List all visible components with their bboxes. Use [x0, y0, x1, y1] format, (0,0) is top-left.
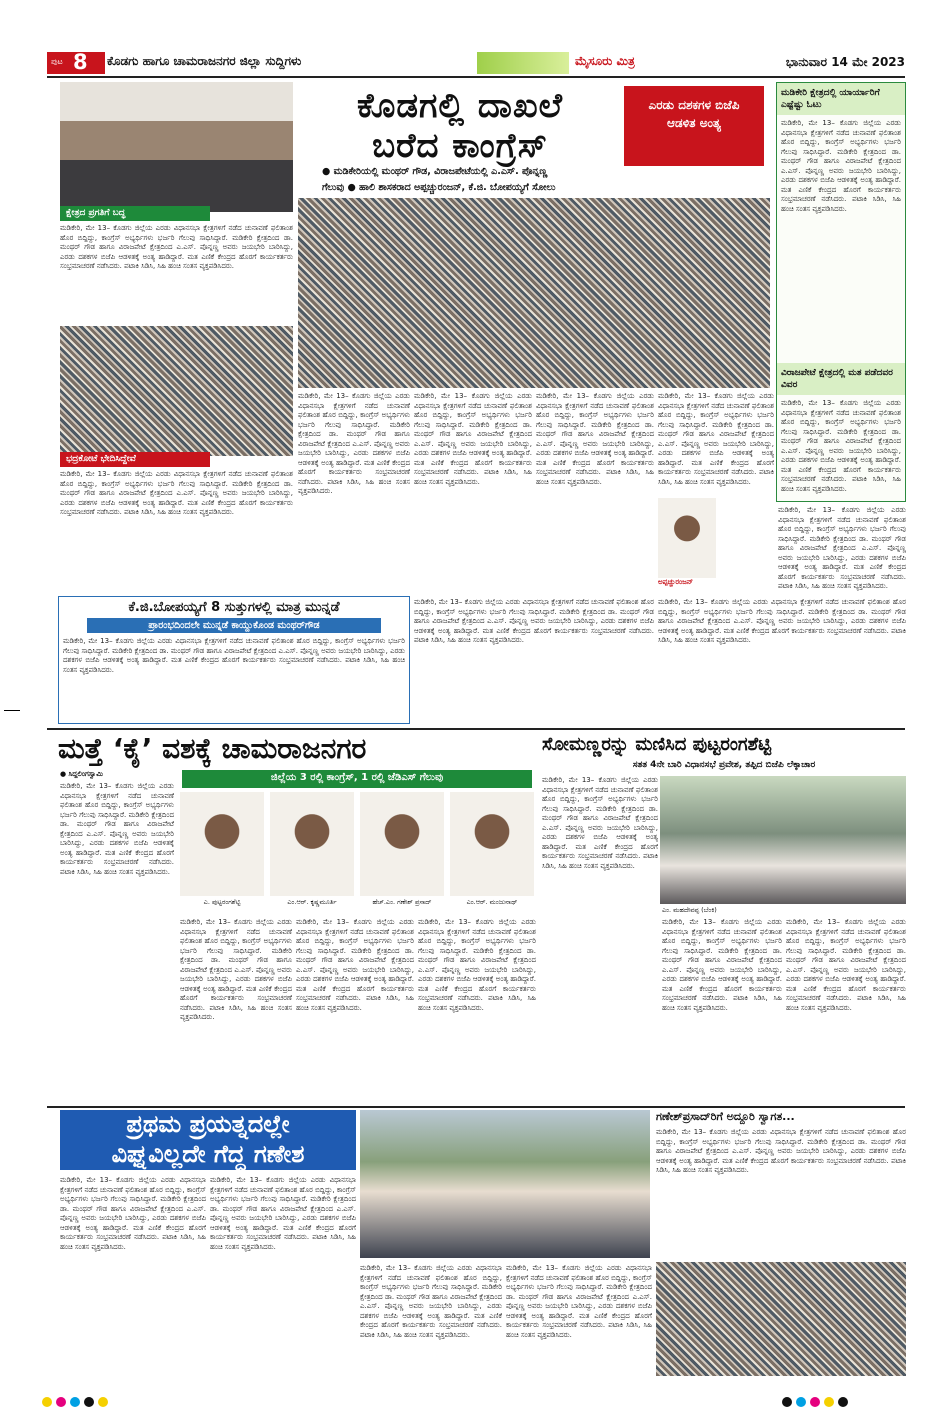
somanna-photo	[660, 776, 906, 904]
section-band	[477, 52, 569, 74]
somanna-text-3: ಮಡಿಕೇರಿ, ಮೇ 13– ಕೊಡಗು ಜಿಲ್ಲೆಯ ಎರಡು ವಿಧಾನಸಭಾ ಕ್ಷೇತ್ರಗಳಿಗೆ ನಡೆದ ಚುನಾವಣೆ ಫಲಿತಾಂಶ ಹೊರ ಬಿದ್ದಿದ್ದು, ಕಾಂಗ್ರೆಸ್ ಅಭ್ಯರ್ಥಿಗಳು ಭರ್ಜರಿ ಗೆಲುವು ಸಾಧಿಸಿದ್ದಾರೆ. ಮಡಿಕೇರಿ ಕ್ಷೇತ್ರದಿಂದ ಡಾ. ಮಂಥರ್ ಗೌಡ ಹಾಗೂ ವಿರಾಜಪೇಟೆ ಕ್ಷೇತ್ರದಿಂದ ಎ.ಎಸ್. ಪೊನ್ನಣ್ಣ ಅವರು ಜಯಭೇರಿ ಬಾರಿಸಿದ್ದು, ಎರಡು ದಶಕಗಳ ಬಿಜೆಪಿ ಆಡಳಿತಕ್ಕೆ ಅಂತ್ಯ ಹಾಡಿದ್ದಾರೆ. ಮತ ಎಣಿಕೆ ಕೇಂದ್ರದ ಹೊರಗೆ ಕಾರ್ಯಕರ್ತರು ಸಂಭ್ರಮಾಚರಣೆ ನಡೆಸಿದರು. ಪಟಾಕಿ ಸಿಡಿಸಿ, ಸಿಹಿ ಹಂಚಿ ಸಂತಸ ವ್ಯಕ್ತಪಡಿಸಿದರು.	[786, 918, 906, 1012]
portrait-name-4: ಎಂ.ಆರ್. ಮಂಜುನಾಥ್	[466, 898, 518, 906]
portrait-3	[360, 792, 444, 896]
lead-article-col-1: ಮಡಿಕೇರಿ, ಮೇ 13– ಕೊಡಗು ಜಿಲ್ಲೆಯ ಎರಡು ವಿಧಾನಸಭಾ ಕ್ಷೇತ್ರಗಳಿಗೆ ನಡೆದ ಚುನಾವಣೆ ಫಲಿತಾಂಶ ಹೊರ ಬಿದ್ದಿದ್ದು, ಕಾಂಗ್ರೆಸ್ ಅಭ್ಯರ್ಥಿಗಳು ಭರ್ಜರಿ ಗೆಲುವು ಸಾಧಿಸಿದ್ದಾರೆ. ಮಡಿಕೇರಿ ಕ್ಷೇತ್ರದಿಂದ ಡಾ. ಮಂಥರ್ ಗೌಡ ಹಾಗೂ ವಿರಾಜಪೇಟೆ ಕ್ಷೇತ್ರದಿಂದ ಎ.ಎಸ್. ಪೊನ್ನಣ್ಣ ಅವರು ಜಯಭೇರಿ ಬಾರಿಸಿದ್ದು, ಎರಡು ದಶಕಗಳ ಬಿಜೆಪಿ ಆಡಳಿತಕ್ಕೆ ಅಂತ್ಯ ಹಾಡಿದ್ದಾರೆ. ಮತ ಎಣಿಕೆ ಕೇಂದ್ರದ ಹೊರಗೆ ಕಾರ್ಯಕರ್ತರು ಸಂಭ್ರಮಾಚರಣೆ ನಡೆಸಿದರು. ಪಟಾಕಿ ಸಿಡಿಸಿ, ಸಿಹಿ ಹಂಚಿ ಸಂತಸ ವ್ಯಕ್ತಪಡಿಸಿದರು.	[298, 392, 410, 495]
paper-name: ಮೈಸೂರು ಮಿತ್ರ	[575, 54, 635, 68]
portrait-name-1: ಎ. ಪುಟ್ಟರಂಗಶೆಟ್ಟಿ	[203, 898, 241, 906]
lead-deck-1: ● ಮಡಿಕೇರಿಯಲ್ಲಿ ಮಂಥರ್ ಗೌಡ, ವಿರಾಜಪೇಟೆಯಲ್ಲಿ ಎ.ಎಸ್. ಪೊನ್ನಣ್ಣ	[322, 166, 548, 177]
chamarajanagar-text-left: ಮಡಿಕೇರಿ, ಮೇ 13– ಕೊಡಗು ಜಿಲ್ಲೆಯ ಎರಡು ವಿಧಾನಸಭಾ ಕ್ಷೇತ್ರಗಳಿಗೆ ನಡೆದ ಚುನಾವಣೆ ಫಲಿತಾಂಶ ಹೊರ ಬಿದ್ದಿದ್ದು, ಕಾಂಗ್ರೆಸ್ ಅಭ್ಯರ್ಥಿಗಳು ಭರ್ಜರಿ ಗೆಲುವು ಸಾಧಿಸಿದ್ದಾರೆ. ಮಡಿಕೇರಿ ಕ್ಷೇತ್ರದಿಂದ ಡಾ. ಮಂಥರ್ ಗೌಡ ಹಾಗೂ ವಿರಾಜಪೇಟೆ ಕ್ಷೇತ್ರದಿಂದ ಎ.ಎಸ್. ಪೊನ್ನಣ್ಣ ಅವರು ಜಯಭೇರಿ ಬಾರಿಸಿದ್ದು, ಎರಡು ದಶಕಗಳ ಬಿಜೆಪಿ ಆಡಳಿತಕ್ಕೆ ಅಂತ್ಯ ಹಾಡಿದ್ದಾರೆ. ಮತ ಎಣಿಕೆ ಕೇಂದ್ರದ ಹೊರಗೆ ಕಾರ್ಯಕರ್ತರು ಸಂಭ್ರಮಾಚರಣೆ ನಡೆಸಿದರು. ಪಟಾಕಿ ಸಿಡಿಸಿ, ಸಿಹಿ ಹಂಚಿ ಸಂತಸ ವ್ಯಕ್ತಪಡಿಸಿದರು.	[60, 782, 174, 876]
mla-portraits	[180, 792, 538, 912]
divider-1	[47, 728, 905, 730]
lead-deck-2: ಗೆಲುವು ● ಹಾಲಿ ಶಾಸಕರಾದ ಅಪ್ಪಚ್ಚುರಂಜನ್, ಕೆ.ಜಿ. ಬೋಪಯ್ಯಗೆ ಸೋಲು	[322, 182, 556, 193]
ganesh-side-title: ಗಣೇಶ್‌ಪ್ರಸಾದ್‌ರಿಗೆ ಅದ್ದೂರಿ ಸ್ವಾಗತ...	[656, 1110, 795, 1123]
registration-marks-left	[40, 1392, 160, 1406]
somanna-subhead: ಸತತ 4ನೇ ಬಾರಿ ವಿಧಾನಸಭೆ ಪ್ರವೇಶ, ತಪ್ಪಿದ ಬಿಜೆಪಿ ಲೆಕ್ಕಾಚಾರ	[632, 760, 816, 770]
red-box	[624, 86, 764, 166]
ganesh-headline-2: ವಿಘ್ನವಿಲ್ಲದೇ ಗೆದ್ದ ಗಣೇಶ	[60, 1140, 356, 1170]
victory-photo-2	[60, 326, 293, 456]
article-text-left-2: ಮಡಿಕೇರಿ, ಮೇ 13– ಕೊಡಗು ಜಿಲ್ಲೆಯ ಎರಡು ವಿಧಾನಸಭಾ ಕ್ಷೇತ್ರಗಳಿಗೆ ನಡೆದ ಚುನಾವಣೆ ಫಲಿತಾಂಶ ಹೊರ ಬಿದ್ದಿದ್ದು, ಕಾಂಗ್ರೆಸ್ ಅಭ್ಯರ್ಥಿಗಳು ಭರ್ಜರಿ ಗೆಲುವು ಸಾಧಿಸಿದ್ದಾರೆ. ಮಡಿಕೇರಿ ಕ್ಷೇತ್ರದಿಂದ ಡಾ. ಮಂಥರ್ ಗೌಡ ಹಾಗೂ ವಿರಾಜಪೇಟೆ ಕ್ಷೇತ್ರದಿಂದ ಎ.ಎಸ್. ಪೊನ್ನಣ್ಣ ಅವರು ಜಯಭೇರಿ ಬಾರಿಸಿದ್ದು, ಎರಡು ದಶಕಗಳ ಬಿಜೆಪಿ ಆಡಳಿತಕ್ಕೆ ಅಂತ್ಯ ಹಾಡಿದ್ದಾರೆ. ಮತ ಎಣಿಕೆ ಕೇಂದ್ರದ ಹೊರಗೆ ಕಾರ್ಯಕರ್ತರು ಸಂಭ್ರಮಾಚರಣೆ ನಡೆಸಿದರು. ಪಟಾಕಿ ಸಿಡಿಸಿ, ಸಿಹಿ ಹಂಚಿ ಸಂತಸ ವ್ಯಕ್ತಪಡಿಸಿದರು.	[60, 470, 293, 516]
chamarajanagar-col-2: ಮಡಿಕೇರಿ, ಮೇ 13– ಕೊಡಗು ಜಿಲ್ಲೆಯ ಎರಡು ವಿಧಾನಸಭಾ ಕ್ಷೇತ್ರಗಳಿಗೆ ನಡೆದ ಚುನಾವಣೆ ಫಲಿತಾಂಶ ಹೊರ ಬಿದ್ದಿದ್ದು, ಕಾಂಗ್ರೆಸ್ ಅಭ್ಯರ್ಥಿಗಳು ಭರ್ಜರಿ ಗೆಲುವು ಸಾಧಿಸಿದ್ದಾರೆ. ಮಡಿಕೇರಿ ಕ್ಷೇತ್ರದಿಂದ ಡಾ. ಮಂಥರ್ ಗೌಡ ಹಾಗೂ ವಿರಾಜಪೇಟೆ ಕ್ಷೇತ್ರದಿಂದ ಎ.ಎಸ್. ಪೊನ್ನಣ್ಣ ಅವರು ಜಯಭೇರಿ ಬಾರಿಸಿದ್ದು, ಎರಡು ದಶಕಗಳ ಬಿಜೆಪಿ ಆಡಳಿತಕ್ಕೆ ಅಂತ್ಯ ಹಾಡಿದ್ದಾರೆ. ಮತ ಎಣಿಕೆ ಕೇಂದ್ರದ ಹೊರಗೆ ಕಾರ್ಯಕರ್ತರು ಸಂಭ್ರಮಾಚರಣೆ ನಡೆಸಿದರು. ಪಟಾಕಿ ಸಿಡಿಸಿ, ಸಿಹಿ ಹಂಚಿ ಸಂತಸ ವ್ಯಕ್ತಪಡಿಸಿದರು.	[180, 918, 292, 1021]
page-number-box	[47, 52, 105, 74]
chamarajanagar-col-3: ಮಡಿಕೇರಿ, ಮೇ 13– ಕೊಡಗು ಜಿಲ್ಲೆಯ ಎರಡು ವಿಧಾನಸಭಾ ಕ್ಷೇತ್ರಗಳಿಗೆ ನಡೆದ ಚುನಾವಣೆ ಫಲಿತಾಂಶ ಹೊರ ಬಿದ್ದಿದ್ದು, ಕಾಂಗ್ರೆಸ್ ಅಭ್ಯರ್ಥಿಗಳು ಭರ್ಜರಿ ಗೆಲುವು ಸಾಧಿಸಿದ್ದಾರೆ. ಮಡಿಕೇರಿ ಕ್ಷೇತ್ರದಿಂದ ಡಾ. ಮಂಥರ್ ಗೌಡ ಹಾಗೂ ವಿರಾಜಪೇಟೆ ಕ್ಷೇತ್ರದಿಂದ ಎ.ಎಸ್. ಪೊನ್ನಣ್ಣ ಅವರು ಜಯಭೇರಿ ಬಾರಿಸಿದ್ದು, ಎರಡು ದಶಕಗಳ ಬಿಜೆಪಿ ಆಡಳಿತಕ್ಕೆ ಅಂತ್ಯ ಹಾಡಿದ್ದಾರೆ. ಮತ ಎಣಿಕೆ ಕೇಂದ್ರದ ಹೊರಗೆ ಕಾರ್ಯಕರ್ತರು ಸಂಭ್ರಮಾಚರಣೆ ನಡೆಸಿದರು. ಪಟಾಕಿ ಸಿಡಿಸಿ, ಸಿಹಿ ಹಂಚಿ ಸಂತಸ ವ್ಯಕ್ತಪಡಿಸಿದರು.	[296, 918, 414, 1012]
masthead-rule	[47, 76, 905, 78]
lead-article-col-2: ಮಡಿಕೇರಿ, ಮೇ 13– ಕೊಡಗು ಜಿಲ್ಲೆಯ ಎರಡು ವಿಧಾನಸಭಾ ಕ್ಷೇತ್ರಗಳಿಗೆ ನಡೆದ ಚುನಾವಣೆ ಫಲಿತಾಂಶ ಹೊರ ಬಿದ್ದಿದ್ದು, ಕಾಂಗ್ರೆಸ್ ಅಭ್ಯರ್ಥಿಗಳು ಭರ್ಜರಿ ಗೆಲುವು ಸಾಧಿಸಿದ್ದಾರೆ. ಮಡಿಕೇರಿ ಕ್ಷೇತ್ರದಿಂದ ಡಾ. ಮಂಥರ್ ಗೌಡ ಹಾಗೂ ವಿರಾಜಪೇಟೆ ಕ್ಷೇತ್ರದಿಂದ ಎ.ಎಸ್. ಪೊನ್ನಣ್ಣ ಅವರು ಜಯಭೇರಿ ಬಾರಿಸಿದ್ದು, ಎರಡು ದಶಕಗಳ ಬಿಜೆಪಿ ಆಡಳಿತಕ್ಕೆ ಅಂತ್ಯ ಹಾಡಿದ್ದಾರೆ. ಮತ ಎಣಿಕೆ ಕೇಂದ್ರದ ಹೊರಗೆ ಕಾರ್ಯಕರ್ತರು ಸಂಭ್ರಮಾಚರಣೆ ನಡೆಸಿದರು. ಪಟಾಕಿ ಸಿಡಿಸಿ, ಸಿಹಿ ಹಂಚಿ ಸಂತಸ ವ್ಯಕ್ತಪಡಿಸಿದರು.	[414, 392, 532, 486]
registration-marks-right	[780, 1392, 900, 1406]
bopayya-box	[58, 596, 410, 724]
lead-crowd-photo	[298, 198, 770, 388]
bopayya-title: ಕೆ.ಜಿ.ಬೋಪಯ್ಯಗೆ 8 ಸುತ್ತುಗಳಲ್ಲಿ ಮಾತ್ರ ಮುನ್ನಡೆ	[128, 600, 340, 615]
ganesh-text-3: ಮಡಿಕೇರಿ, ಮೇ 13– ಕೊಡಗು ಜಿಲ್ಲೆಯ ಎರಡು ವಿಧಾನಸಭಾ ಕ್ಷೇತ್ರಗಳಿಗೆ ನಡೆದ ಚುನಾವಣೆ ಫಲಿತಾಂಶ ಹೊರ ಬಿದ್ದಿದ್ದು, ಕಾಂಗ್ರೆಸ್ ಅಭ್ಯರ್ಥಿಗಳು ಭರ್ಜರಿ ಗೆಲುವು ಸಾಧಿಸಿದ್ದಾರೆ. ಮಡಿಕೇರಿ ಕ್ಷೇತ್ರದಿಂದ ಡಾ. ಮಂಥರ್ ಗೌಡ ಹಾಗೂ ವಿರಾಜಪೇಟೆ ಕ್ಷೇತ್ರದಿಂದ ಎ.ಎಸ್. ಪೊನ್ನಣ್ಣ ಅವರು ಜಯಭೇರಿ ಬಾರಿಸಿದ್ದು, ಎರಡು ದಶಕಗಳ ಬಿಜೆಪಿ ಆಡಳಿತಕ್ಕೆ ಅಂತ್ಯ ಹಾಡಿದ್ದಾರೆ. ಮತ ಎಣಿಕೆ ಕೇಂದ್ರದ ಹೊರಗೆ ಕಾರ್ಯಕರ್ತರು ಸಂಭ್ರಮಾಚರಣೆ ನಡೆಸಿದರು. ಪಟಾಕಿ ಸಿಡಿಸಿ, ಸಿಹಿ ಹಂಚಿ ಸಂತಸ ವ್ಯಕ್ತಪಡಿಸಿದರು.	[360, 1264, 502, 1339]
somanna-headline: ಸೋಮಣ್ಣರನ್ನು ಮಣಿಸಿದ ಪುಟ್ಟರಂಗಶೆಟ್ಟಿ	[542, 734, 772, 755]
page-label: ಪುಟ	[51, 57, 63, 66]
ganesh-crowd-photo	[656, 1262, 906, 1376]
portrait-name-2: ಎಂ.ಆರ್. ಕೃಷ್ಣಮೂರ್ತಿ	[287, 898, 337, 906]
red-box-text: ಎರಡು ದಶಕಗಳ ಬಿಜೆಪಿ ಆಡಳಿತ ಅಂತ್ಯ	[648, 98, 740, 130]
chamarajanagar-subhead: ಜಿಲ್ಲೆಯ 3 ರಲ್ಲಿ ಕಾಂಗ್ರೆಸ್, 1 ರಲ್ಲಿ ಜೆಡಿಎಸ್ ಗೆಲುವು	[182, 770, 532, 788]
ganesh-text-2: ಮಡಿಕೇರಿ, ಮೇ 13– ಕೊಡಗು ಜಿಲ್ಲೆಯ ಎರಡು ವಿಧಾನಸಭಾ ಕ್ಷೇತ್ರಗಳಿಗೆ ನಡೆದ ಚುನಾವಣೆ ಫಲಿತಾಂಶ ಹೊರ ಬಿದ್ದಿದ್ದು, ಕಾಂಗ್ರೆಸ್ ಅಭ್ಯರ್ಥಿಗಳು ಭರ್ಜರಿ ಗೆಲುವು ಸಾಧಿಸಿದ್ದಾರೆ. ಮಡಿಕೇರಿ ಕ್ಷೇತ್ರದಿಂದ ಡಾ. ಮಂಥರ್ ಗೌಡ ಹಾಗೂ ವಿರಾಜಪೇಟೆ ಕ್ಷೇತ್ರದಿಂದ ಎ.ಎಸ್. ಪೊನ್ನಣ್ಣ ಅವರು ಜಯಭೇರಿ ಬಾರಿಸಿದ್ದು, ಎರಡು ದಶಕಗಳ ಬಿಜೆಪಿ ಆಡಳಿತಕ್ಕೆ ಅಂತ್ಯ ಹಾಡಿದ್ದಾರೆ. ಮತ ಎಣಿಕೆ ಕೇಂದ್ರದ ಹೊರಗೆ ಕಾರ್ಯಕರ್ತರು ಸಂಭ್ರಮಾಚರಣೆ ನಡೆಸಿದರು. ಪಟಾಕಿ ಸಿಡಿಸಿ, ಸಿಹಿ ಹಂಚಿ ಸಂತಸ ವ್ಯಕ್ತಪಡಿಸಿದರು.	[210, 1176, 356, 1251]
results-box	[776, 82, 906, 502]
portrait-2	[270, 792, 354, 896]
somanna-text-1: ಮಡಿಕೇರಿ, ಮೇ 13– ಕೊಡಗು ಜಿಲ್ಲೆಯ ಎರಡು ವಿಧಾನಸಭಾ ಕ್ಷೇತ್ರಗಳಿಗೆ ನಡೆದ ಚುನಾವಣೆ ಫಲಿತಾಂಶ ಹೊರ ಬಿದ್ದಿದ್ದು, ಕಾಂಗ್ರೆಸ್ ಅಭ್ಯರ್ಥಿಗಳು ಭರ್ಜರಿ ಗೆಲುವು ಸಾಧಿಸಿದ್ದಾರೆ. ಮಡಿಕೇರಿ ಕ್ಷೇತ್ರದಿಂದ ಡಾ. ಮಂಥರ್ ಗೌಡ ಹಾಗೂ ವಿರಾಜಪೇಟೆ ಕ್ಷೇತ್ರದಿಂದ ಎ.ಎಸ್. ಪೊನ್ನಣ್ಣ ಅವರು ಜಯಭೇರಿ ಬಾರಿಸಿದ್ದು, ಎರಡು ದಶಕಗಳ ಬಿಜೆಪಿ ಆಡಳಿತಕ್ಕೆ ಅಂತ್ಯ ಹಾಡಿದ್ದಾರೆ. ಮತ ಎಣಿಕೆ ಕೇಂದ್ರದ ಹೊರಗೆ ಕಾರ್ಯಕರ್ತರು ಸಂಭ್ರಮಾಚರಣೆ ನಡೆಸಿದರು. ಪಟಾಕಿ ಸಿಡಿಸಿ, ಸಿಹಿ ಹಂಚಿ ಸಂತಸ ವ್ಯಕ್ತಪಡಿಸಿದರು.	[542, 776, 658, 870]
portrait-name-3: ಹೆಚ್.ಎಂ. ಗಣೇಶ್ ಪ್ರಸಾದ್	[372, 898, 432, 906]
victory-photo-1	[60, 82, 293, 212]
divider-2	[47, 1106, 905, 1108]
caption-stronghold: ಭದ್ರಕೋಟೆ ಭೇದಿಸಿದ್ದೇವೆ	[60, 452, 210, 467]
bopayya-text: ಮಡಿಕೇರಿ, ಮೇ 13– ಕೊಡಗು ಜಿಲ್ಲೆಯ ಎರಡು ವಿಧಾನಸಭಾ ಕ್ಷೇತ್ರಗಳಿಗೆ ನಡೆದ ಚುನಾವಣೆ ಫಲಿತಾಂಶ ಹೊರ ಬಿದ್ದಿದ್ದು, ಕಾಂಗ್ರೆಸ್ ಅಭ್ಯರ್ಥಿಗಳು ಭರ್ಜರಿ ಗೆಲುವು ಸಾಧಿಸಿದ್ದಾರೆ. ಮಡಿಕೇರಿ ಕ್ಷೇತ್ರದಿಂದ ಡಾ. ಮಂಥರ್ ಗೌಡ ಹಾಗೂ ವಿರಾಜಪೇಟೆ ಕ್ಷೇತ್ರದಿಂದ ಎ.ಎಸ್. ಪೊನ್ನಣ್ಣ ಅವರು ಜಯಭೇರಿ ಬಾರಿಸಿದ್ದು, ಎರಡು ದಶಕಗಳ ಬಿಜೆಪಿ ಆಡಳಿತಕ್ಕೆ ಅಂತ್ಯ ಹಾಡಿದ್ದಾರೆ. ಮತ ಎಣಿಕೆ ಕೇಂದ್ರದ ಹೊರಗೆ ಕಾರ್ಯಕರ್ತರು ಸಂಭ್ರಮಾಚರಣೆ ನಡೆಸಿದರು. ಪಟಾಕಿ ಸಿಡಿಸಿ, ಸಿಹಿ ಹಂಚಿ ಸಂತಸ ವ್ಯಕ್ತಪಡಿಸಿದರು.	[63, 637, 405, 674]
page-number: 8	[73, 50, 88, 74]
ganesh-text-4: ಮಡಿಕೇರಿ, ಮೇ 13– ಕೊಡಗು ಜಿಲ್ಲೆಯ ಎರಡು ವಿಧಾನಸಭಾ ಕ್ಷೇತ್ರಗಳಿಗೆ ನಡೆದ ಚುನಾವಣೆ ಫಲಿತಾಂಶ ಹೊರ ಬಿದ್ದಿದ್ದು, ಕಾಂಗ್ರೆಸ್ ಅಭ್ಯರ್ಥಿಗಳು ಭರ್ಜರಿ ಗೆಲುವು ಸಾಧಿಸಿದ್ದಾರೆ. ಮಡಿಕೇರಿ ಕ್ಷೇತ್ರದಿಂದ ಡಾ. ಮಂಥರ್ ಗೌಡ ಹಾಗೂ ವಿರಾಜಪೇಟೆ ಕ್ಷೇತ್ರದಿಂದ ಎ.ಎಸ್. ಪೊನ್ನಣ್ಣ ಅವರು ಜಯಭೇರಿ ಬಾರಿಸಿದ್ದು, ಎರಡು ದಶಕಗಳ ಬಿಜೆಪಿ ಆಡಳಿತಕ್ಕೆ ಅಂತ್ಯ ಹಾಡಿದ್ದಾರೆ. ಮತ ಎಣಿಕೆ ಕೇಂದ್ರದ ಹೊರಗೆ ಕಾರ್ಯಕರ್ತರು ಸಂಭ್ರಮಾಚರಣೆ ನಡೆಸಿದರು. ಪಟಾಕಿ ಸಿಡಿಸಿ, ಸಿಹಿ ಹಂಚಿ ಸಂತಸ ವ್ಯಕ್ತಪಡಿಸಿದರು.	[506, 1264, 652, 1339]
issue-date: ಭಾನುವಾರ 14 ಮೇ 2023	[785, 55, 905, 69]
section-title: ಕೊಡಗು ಹಾಗೂ ಚಾಮರಾಜನಗರ ಜಿಲ್ಲಾ ಸುದ್ದಿಗಳು	[107, 54, 302, 68]
bopayya-subtitle: ಪ್ರಾರಂಭದಿಂದಲೇ ಮುನ್ನಡೆ ಕಾಯ್ದುಕೊಂಡ ಮಂಥರ್‌ಗೌಡ	[87, 618, 381, 633]
masthead	[47, 52, 905, 74]
somanna-text-2: ಮಡಿಕೇರಿ, ಮೇ 13– ಕೊಡಗು ಜಿಲ್ಲೆಯ ಎರಡು ವಿಧಾನಸಭಾ ಕ್ಷೇತ್ರಗಳಿಗೆ ನಡೆದ ಚುನಾವಣೆ ಫಲಿತಾಂಶ ಹೊರ ಬಿದ್ದಿದ್ದು, ಕಾಂಗ್ರೆಸ್ ಅಭ್ಯರ್ಥಿಗಳು ಭರ್ಜರಿ ಗೆಲುವು ಸಾಧಿಸಿದ್ದಾರೆ. ಮಡಿಕೇರಿ ಕ್ಷೇತ್ರದಿಂದ ಡಾ. ಮಂಥರ್ ಗೌಡ ಹಾಗೂ ವಿರಾಜಪೇಟೆ ಕ್ಷೇತ್ರದಿಂದ ಎ.ಎಸ್. ಪೊನ್ನಣ್ಣ ಅವರು ಜಯಭೇರಿ ಬಾರಿಸಿದ್ದು, ಎರಡು ದಶಕಗಳ ಬಿಜೆಪಿ ಆಡಳಿತಕ್ಕೆ ಅಂತ್ಯ ಹಾಡಿದ್ದಾರೆ. ಮತ ಎಣಿಕೆ ಕೇಂದ್ರದ ಹೊರಗೆ ಕಾರ್ಯಕರ್ತರು ಸಂಭ್ರಮಾಚರಣೆ ನಡೆಸಿದರು. ಪಟಾಕಿ ಸಿಡಿಸಿ, ಸಿಹಿ ಹಂಚಿ ಸಂತಸ ವ್ಯಕ್ತಪಡಿಸಿದರು.	[662, 918, 782, 1012]
results-box-title: ಮಡಿಕೇರಿ ಕ್ಷೇತ್ರದಲ್ಲಿ ಯಾರ್ಯಾರಿಗೆ ಎಷ್ಟೆಷ್ಟು ಓಟು	[777, 83, 905, 115]
results-box-text: ಮಡಿಕೇರಿ, ಮೇ 13– ಕೊಡಗು ಜಿಲ್ಲೆಯ ಎರಡು ವಿಧಾನಸಭಾ ಕ್ಷೇತ್ರಗಳಿಗೆ ನಡೆದ ಚುನಾವಣೆ ಫಲಿತಾಂಶ ಹೊರ ಬಿದ್ದಿದ್ದು, ಕಾಂಗ್ರೆಸ್ ಅಭ್ಯರ್ಥಿಗಳು ಭರ್ಜರಿ ಗೆಲುವು ಸಾಧಿಸಿದ್ದಾರೆ. ಮಡಿಕೇರಿ ಕ್ಷೇತ್ರದಿಂದ ಡಾ. ಮಂಥರ್ ಗೌಡ ಹಾಗೂ ವಿರಾಜಪೇಟೆ ಕ್ಷೇತ್ರದಿಂದ ಎ.ಎಸ್. ಪೊನ್ನಣ್ಣ ಅವರು ಜಯಭೇರಿ ಬಾರಿಸಿದ್ದು, ಎರಡು ದಶಕಗಳ ಬಿಜೆಪಿ ಆಡಳಿತಕ್ಕೆ ಅಂತ್ಯ ಹಾಡಿದ್ದಾರೆ. ಮತ ಎಣಿಕೆ ಕೇಂದ್ರದ ಹೊರಗೆ ಕಾರ್ಯಕರ್ತರು ಸಂಭ್ರಮಾಚರಣೆ ನಡೆಸಿದರು. ಪಟಾಕಿ ಸಿಡಿಸಿ, ಸಿಹಿ ಹಂಚಿ ಸಂತಸ ವ್ಯಕ್ತಪಡಿಸಿದರು.	[781, 119, 901, 213]
article-text-left-1: ಮಡಿಕೇರಿ, ಮೇ 13– ಕೊಡಗು ಜಿಲ್ಲೆಯ ಎರಡು ವಿಧಾನಸಭಾ ಕ್ಷೇತ್ರಗಳಿಗೆ ನಡೆದ ಚುನಾವಣೆ ಫಲಿತಾಂಶ ಹೊರ ಬಿದ್ದಿದ್ದು, ಕಾಂಗ್ರೆಸ್ ಅಭ್ಯರ್ಥಿಗಳು ಭರ್ಜರಿ ಗೆಲುವು ಸಾಧಿಸಿದ್ದಾರೆ. ಮಡಿಕೇರಿ ಕ್ಷೇತ್ರದಿಂದ ಡಾ. ಮಂಥರ್ ಗೌಡ ಹಾಗೂ ವಿರಾಜಪೇಟೆ ಕ್ಷೇತ್ರದಿಂದ ಎ.ಎಸ್. ಪೊನ್ನಣ್ಣ ಅವರು ಜಯಭೇರಿ ಬಾರಿಸಿದ್ದು, ಎರಡು ದಶಕಗಳ ಬಿಜೆಪಿ ಆಡಳಿತಕ್ಕೆ ಅಂತ್ಯ ಹಾಡಿದ್ದಾರೆ. ಮತ ಎಣಿಕೆ ಕೇಂದ್ರದ ಹೊರಗೆ ಕಾರ್ಯಕರ್ತರು ಸಂಭ್ರಮಾಚರಣೆ ನಡೆಸಿದರು. ಪಟಾಕಿ ಸಿಡಿಸಿ, ಸಿಹಿ ಹಂಚಿ ಸಂತಸ ವ್ಯಕ್ತಪಡಿಸಿದರು.	[60, 224, 293, 270]
ganesh-headline-1: ಪ್ರಥಮ ಪ್ರಯತ್ನದಲ್ಲೇ	[60, 1110, 356, 1140]
chamarajanagar-dateline: ● ಸಿದ್ದಲಿಂಗಸ್ವಾಮಿ	[60, 770, 103, 778]
lead-headline-2: ಬರೆದ ಕಾಂಗ್ರೆಸ್	[372, 126, 548, 166]
portrait-1	[180, 792, 264, 896]
lead-headline-1: ಕೊಡಗಲ್ಲಿ ದಾಖಲೆ	[356, 86, 564, 126]
center-article-bottom: ಮಡಿಕೇರಿ, ಮೇ 13– ಕೊಡಗು ಜಿಲ್ಲೆಯ ಎರಡು ವಿಧಾನಸಭಾ ಕ್ಷೇತ್ರಗಳಿಗೆ ನಡೆದ ಚುನಾವಣೆ ಫಲಿತಾಂಶ ಹೊರ ಬಿದ್ದಿದ್ದು, ಕಾಂಗ್ರೆಸ್ ಅಭ್ಯರ್ಥಿಗಳು ಭರ್ಜರಿ ಗೆಲುವು ಸಾಧಿಸಿದ್ದಾರೆ. ಮಡಿಕೇರಿ ಕ್ಷೇತ್ರದಿಂದ ಡಾ. ಮಂಥರ್ ಗೌಡ ಹಾಗೂ ವಿರಾಜಪೇಟೆ ಕ್ಷೇತ್ರದಿಂದ ಎ.ಎಸ್. ಪೊನ್ನಣ್ಣ ಅವರು ಜಯಭೇರಿ ಬಾರಿಸಿದ್ದು, ಎರಡು ದಶಕಗಳ ಬಿಜೆಪಿ ಆಡಳಿತಕ್ಕೆ ಅಂತ್ಯ ಹಾಡಿದ್ದಾರೆ. ಮತ ಎಣಿಕೆ ಕೇಂದ್ರದ ಹೊರಗೆ ಕಾರ್ಯಕರ್ತರು ಸಂಭ್ರಮಾಚರಣೆ ನಡೆಸಿದರು. ಪಟಾಕಿ ಸಿಡಿಸಿ, ಸಿಹಿ ಹಂಚಿ ಸಂತಸ ವ್ಯಕ್ತಪಡಿಸಿದರು.	[414, 598, 654, 644]
caption-development: ಕ್ಷೇತ್ರದ ಪ್ರಗತಿಗೆ ಬದ್ಧ	[60, 206, 210, 221]
chamarajanagar-headline: ಮತ್ತೆ ‘ಕೈ’ ವಶಕ್ಕೆ ಚಾಮರಾಜನಗರ	[58, 732, 367, 765]
ganesh-side-text: ಮಡಿಕೇರಿ, ಮೇ 13– ಕೊಡಗು ಜಿಲ್ಲೆಯ ಎರಡು ವಿಧಾನಸಭಾ ಕ್ಷೇತ್ರಗಳಿಗೆ ನಡೆದ ಚುನಾವಣೆ ಫಲಿತಾಂಶ ಹೊರ ಬಿದ್ದಿದ್ದು, ಕಾಂಗ್ರೆಸ್ ಅಭ್ಯರ್ಥಿಗಳು ಭರ್ಜರಿ ಗೆಲುವು ಸಾಧಿಸಿದ್ದಾರೆ. ಮಡಿಕೇರಿ ಕ್ಷೇತ್ರದಿಂದ ಡಾ. ಮಂಥರ್ ಗೌಡ ಹಾಗೂ ವಿರಾಜಪೇಟೆ ಕ್ಷೇತ್ರದಿಂದ ಎ.ಎಸ್. ಪೊನ್ನಣ್ಣ ಅವರು ಜಯಭೇರಿ ಬಾರಿಸಿದ್ದು, ಎರಡು ದಶಕಗಳ ಬಿಜೆಪಿ ಆಡಳಿತಕ್ಕೆ ಅಂತ್ಯ ಹಾಡಿದ್ದಾರೆ. ಮತ ಎಣಿಕೆ ಕೇಂದ್ರದ ಹೊರಗೆ ಕಾರ್ಯಕರ್ತರು ಸಂಭ್ರಮಾಚರಣೆ ನಡೆಸಿದರು. ಪಟಾಕಿ ಸಿಡಿಸಿ, ಸಿಹಿ ಹಂಚಿ ಸಂತಸ ವ್ಯಕ್ತಪಡಿಸಿದರು.	[656, 1128, 906, 1174]
chamarajanagar-col-4: ಮಡಿಕೇರಿ, ಮೇ 13– ಕೊಡಗು ಜಿಲ್ಲೆಯ ಎರಡು ವಿಧಾನಸಭಾ ಕ್ಷೇತ್ರಗಳಿಗೆ ನಡೆದ ಚುನಾವಣೆ ಫಲಿತಾಂಶ ಹೊರ ಬಿದ್ದಿದ್ದು, ಕಾಂಗ್ರೆಸ್ ಅಭ್ಯರ್ಥಿಗಳು ಭರ್ಜರಿ ಗೆಲುವು ಸಾಧಿಸಿದ್ದಾರೆ. ಮಡಿಕೇರಿ ಕ್ಷೇತ್ರದಿಂದ ಡಾ. ಮಂಥರ್ ಗೌಡ ಹಾಗೂ ವಿರಾಜಪೇಟೆ ಕ್ಷೇತ್ರದಿಂದ ಎ.ಎಸ್. ಪೊನ್ನಣ್ಣ ಅವರು ಜಯಭೇರಿ ಬಾರಿಸಿದ್ದು, ಎರಡು ದಶಕಗಳ ಬಿಜೆಪಿ ಆಡಳಿತಕ್ಕೆ ಅಂತ್ಯ ಹಾಡಿದ್ದಾರೆ. ಮತ ಎಣಿಕೆ ಕೇಂದ್ರದ ಹೊರಗೆ ಕಾರ್ಯಕರ್ತರು ಸಂಭ್ರಮಾಚರಣೆ ನಡೆಸಿದರು. ಪಟಾಕಿ ಸಿಡಿಸಿ, ಸಿಹಿ ಹಂಚಿ ಸಂತಸ ವ್ಯಕ್ತಪಡಿಸಿದರು.	[418, 918, 536, 1012]
right-article-bottom: ಮಡಿಕೇರಿ, ಮೇ 13– ಕೊಡಗು ಜಿಲ್ಲೆಯ ಎರಡು ವಿಧಾನಸಭಾ ಕ್ಷೇತ್ರಗಳಿಗೆ ನಡೆದ ಚುನಾವಣೆ ಫಲಿತಾಂಶ ಹೊರ ಬಿದ್ದಿದ್ದು, ಕಾಂಗ್ರೆಸ್ ಅಭ್ಯರ್ಥಿಗಳು ಭರ್ಜರಿ ಗೆಲುವು ಸಾಧಿಸಿದ್ದಾರೆ. ಮಡಿಕೇರಿ ಕ್ಷೇತ್ರದಿಂದ ಡಾ. ಮಂಥರ್ ಗೌಡ ಹಾಗೂ ವಿರಾಜಪೇಟೆ ಕ್ಷೇತ್ರದಿಂದ ಎ.ಎಸ್. ಪೊನ್ನಣ್ಣ ಅವರು ಜಯಭೇರಿ ಬಾರಿಸಿದ್ದು, ಎರಡು ದಶಕಗಳ ಬಿಜೆಪಿ ಆಡಳಿತಕ್ಕೆ ಅಂತ್ಯ ಹಾಡಿದ್ದಾರೆ. ಮತ ಎಣಿಕೆ ಕೇಂದ್ರದ ಹೊರಗೆ ಕಾರ್ಯಕರ್ತರು ಸಂಭ್ರಮಾಚರಣೆ ನಡೆಸಿದರು. ಪಟಾಕಿ ಸಿಡಿಸಿ, ಸಿಹಿ ಹಂಚಿ ಸಂತಸ ವ್ಯಕ್ತಪಡಿಸಿದರು.	[658, 598, 906, 644]
lead-article-col-5: ಮಡಿಕೇರಿ, ಮೇ 13– ಕೊಡಗು ಜಿಲ್ಲೆಯ ಎರಡು ವಿಧಾನಸಭಾ ಕ್ಷೇತ್ರಗಳಿಗೆ ನಡೆದ ಚುನಾವಣೆ ಫಲಿತಾಂಶ ಹೊರ ಬಿದ್ದಿದ್ದು, ಕಾಂಗ್ರೆಸ್ ಅಭ್ಯರ್ಥಿಗಳು ಭರ್ಜರಿ ಗೆಲುವು ಸಾಧಿಸಿದ್ದಾರೆ. ಮಡಿಕೇರಿ ಕ್ಷೇತ್ರದಿಂದ ಡಾ. ಮಂಥರ್ ಗೌಡ ಹಾಗೂ ವಿರಾಜಪೇಟೆ ಕ್ಷೇತ್ರದಿಂದ ಎ.ಎಸ್. ಪೊನ್ನಣ್ಣ ಅವರು ಜಯಭೇರಿ ಬಾರಿಸಿದ್ದು, ಎರಡು ದಶಕಗಳ ಬಿಜೆಪಿ ಆಡಳಿತಕ್ಕೆ ಅಂತ್ಯ ಹಾಡಿದ್ದಾರೆ. ಮತ ಎಣಿಕೆ ಕೇಂದ್ರದ ಹೊರಗೆ ಕಾರ್ಯಕರ್ತರು ಸಂಭ್ರಮಾಚರಣೆ ನಡೆಸಿದರು. ಪಟಾಕಿ ಸಿಡಿಸಿ, ಸಿಹಿ ಹಂಚಿ ಸಂತಸ ವ್ಯಕ್ತಪಡಿಸಿದರು.	[778, 506, 906, 590]
appachu-ranjan-photo	[658, 498, 716, 578]
crop-mark	[4, 710, 20, 711]
results-box-virajpet: ವಿರಾಜಪೇಟೆ ಕ್ಷೇತ್ರದಲ್ಲಿ ಮತ ಪಡೆದವರ ವಿವರ	[777, 363, 905, 395]
lead-article-col-3: ಮಡಿಕೇರಿ, ಮೇ 13– ಕೊಡಗು ಜಿಲ್ಲೆಯ ಎರಡು ವಿಧಾನಸಭಾ ಕ್ಷೇತ್ರಗಳಿಗೆ ನಡೆದ ಚುನಾವಣೆ ಫಲಿತಾಂಶ ಹೊರ ಬಿದ್ದಿದ್ದು, ಕಾಂಗ್ರೆಸ್ ಅಭ್ಯರ್ಥಿಗಳು ಭರ್ಜರಿ ಗೆಲುವು ಸಾಧಿಸಿದ್ದಾರೆ. ಮಡಿಕೇರಿ ಕ್ಷೇತ್ರದಿಂದ ಡಾ. ಮಂಥರ್ ಗೌಡ ಹಾಗೂ ವಿರಾಜಪೇಟೆ ಕ್ಷೇತ್ರದಿಂದ ಎ.ಎಸ್. ಪೊನ್ನಣ್ಣ ಅವರು ಜಯಭೇರಿ ಬಾರಿಸಿದ್ದು, ಎರಡು ದಶಕಗಳ ಬಿಜೆಪಿ ಆಡಳಿತಕ್ಕೆ ಅಂತ್ಯ ಹಾಡಿದ್ದಾರೆ. ಮತ ಎಣಿಕೆ ಕೇಂದ್ರದ ಹೊರಗೆ ಕಾರ್ಯಕರ್ತರು ಸಂಭ್ರಮಾಚರಣೆ ನಡೆಸಿದರು. ಪಟಾಕಿ ಸಿಡಿಸಿ, ಸಿಹಿ ಹಂಚಿ ಸಂತಸ ವ್ಯಕ್ತಪಡಿಸಿದರು.	[536, 392, 654, 486]
somanna-caption: ಎಂ. ಮಹದೇವಪ್ಪ (ಬೆಂಕಿ)	[662, 906, 717, 914]
results-box-text-2: ಮಡಿಕೇರಿ, ಮೇ 13– ಕೊಡಗು ಜಿಲ್ಲೆಯ ಎರಡು ವಿಧಾನಸಭಾ ಕ್ಷೇತ್ರಗಳಿಗೆ ನಡೆದ ಚುನಾವಣೆ ಫಲಿತಾಂಶ ಹೊರ ಬಿದ್ದಿದ್ದು, ಕಾಂಗ್ರೆಸ್ ಅಭ್ಯರ್ಥಿಗಳು ಭರ್ಜರಿ ಗೆಲುವು ಸಾಧಿಸಿದ್ದಾರೆ. ಮಡಿಕೇರಿ ಕ್ಷೇತ್ರದಿಂದ ಡಾ. ಮಂಥರ್ ಗೌಡ ಹಾಗೂ ವಿರಾಜಪೇಟೆ ಕ್ಷೇತ್ರದಿಂದ ಎ.ಎಸ್. ಪೊನ್ನಣ್ಣ ಅವರು ಜಯಭೇರಿ ಬಾರಿಸಿದ್ದು, ಎರಡು ದಶಕಗಳ ಬಿಜೆಪಿ ಆಡಳಿತಕ್ಕೆ ಅಂತ್ಯ ಹಾಡಿದ್ದಾರೆ. ಮತ ಎಣಿಕೆ ಕೇಂದ್ರದ ಹೊರಗೆ ಕಾರ್ಯಕರ್ತರು ಸಂಭ್ರಮಾಚರಣೆ ನಡೆಸಿದರು. ಪಟಾಕಿ ಸಿಡಿಸಿ, ಸಿಹಿ ಹಂಚಿ ಸಂತಸ ವ್ಯಕ್ತಪಡಿಸಿದರು.	[781, 399, 901, 493]
ganesh-text-1: ಮಡಿಕೇರಿ, ಮೇ 13– ಕೊಡಗು ಜಿಲ್ಲೆಯ ಎರಡು ವಿಧಾನಸಭಾ ಕ್ಷೇತ್ರಗಳಿಗೆ ನಡೆದ ಚುನಾವಣೆ ಫಲಿತಾಂಶ ಹೊರ ಬಿದ್ದಿದ್ದು, ಕಾಂಗ್ರೆಸ್ ಅಭ್ಯರ್ಥಿಗಳು ಭರ್ಜರಿ ಗೆಲುವು ಸಾಧಿಸಿದ್ದಾರೆ. ಮಡಿಕೇರಿ ಕ್ಷೇತ್ರದಿಂದ ಡಾ. ಮಂಥರ್ ಗೌಡ ಹಾಗೂ ವಿರಾಜಪೇಟೆ ಕ್ಷೇತ್ರದಿಂದ ಎ.ಎಸ್. ಪೊನ್ನಣ್ಣ ಅವರು ಜಯಭೇರಿ ಬಾರಿಸಿದ್ದು, ಎರಡು ದಶಕಗಳ ಬಿಜೆಪಿ ಆಡಳಿತಕ್ಕೆ ಅಂತ್ಯ ಹಾಡಿದ್ದಾರೆ. ಮತ ಎಣಿಕೆ ಕೇಂದ್ರದ ಹೊರಗೆ ಕಾರ್ಯಕರ್ತರು ಸಂಭ್ರಮಾಚರಣೆ ನಡೆಸಿದರು. ಪಟಾಕಿ ಸಿಡಿಸಿ, ಸಿಹಿ ಹಂಚಿ ಸಂತಸ ವ್ಯಕ್ತಪಡಿಸಿದರು.	[60, 1176, 206, 1251]
lead-article-col-4: ಮಡಿಕೇರಿ, ಮೇ 13– ಕೊಡಗು ಜಿಲ್ಲೆಯ ಎರಡು ವಿಧಾನಸಭಾ ಕ್ಷೇತ್ರಗಳಿಗೆ ನಡೆದ ಚುನಾವಣೆ ಫಲಿತಾಂಶ ಹೊರ ಬಿದ್ದಿದ್ದು, ಕಾಂಗ್ರೆಸ್ ಅಭ್ಯರ್ಥಿಗಳು ಭರ್ಜರಿ ಗೆಲುವು ಸಾಧಿಸಿದ್ದಾರೆ. ಮಡಿಕೇರಿ ಕ್ಷೇತ್ರದಿಂದ ಡಾ. ಮಂಥರ್ ಗೌಡ ಹಾಗೂ ವಿರಾಜಪೇಟೆ ಕ್ಷೇತ್ರದಿಂದ ಎ.ಎಸ್. ಪೊನ್ನಣ್ಣ ಅವರು ಜಯಭೇರಿ ಬಾರಿಸಿದ್ದು, ಎರಡು ದಶಕಗಳ ಬಿಜೆಪಿ ಆಡಳಿತಕ್ಕೆ ಅಂತ್ಯ ಹಾಡಿದ್ದಾರೆ. ಮತ ಎಣಿಕೆ ಕೇಂದ್ರದ ಹೊರಗೆ ಕಾರ್ಯಕರ್ತರು ಸಂಭ್ರಮಾಚರಣೆ ನಡೆಸಿದರು. ಪಟಾಕಿ ಸಿಡಿಸಿ, ಸಿಹಿ ಹಂಚಿ ಸಂತಸ ವ್ಯಕ್ತಪಡಿಸಿದರು.	[658, 392, 774, 486]
appachu-caption: ಅಪ್ಪಚ್ಚುರಂಜನ್	[658, 578, 694, 586]
ganesh-celebration-photo	[360, 1110, 650, 1258]
portrait-4	[450, 792, 534, 896]
